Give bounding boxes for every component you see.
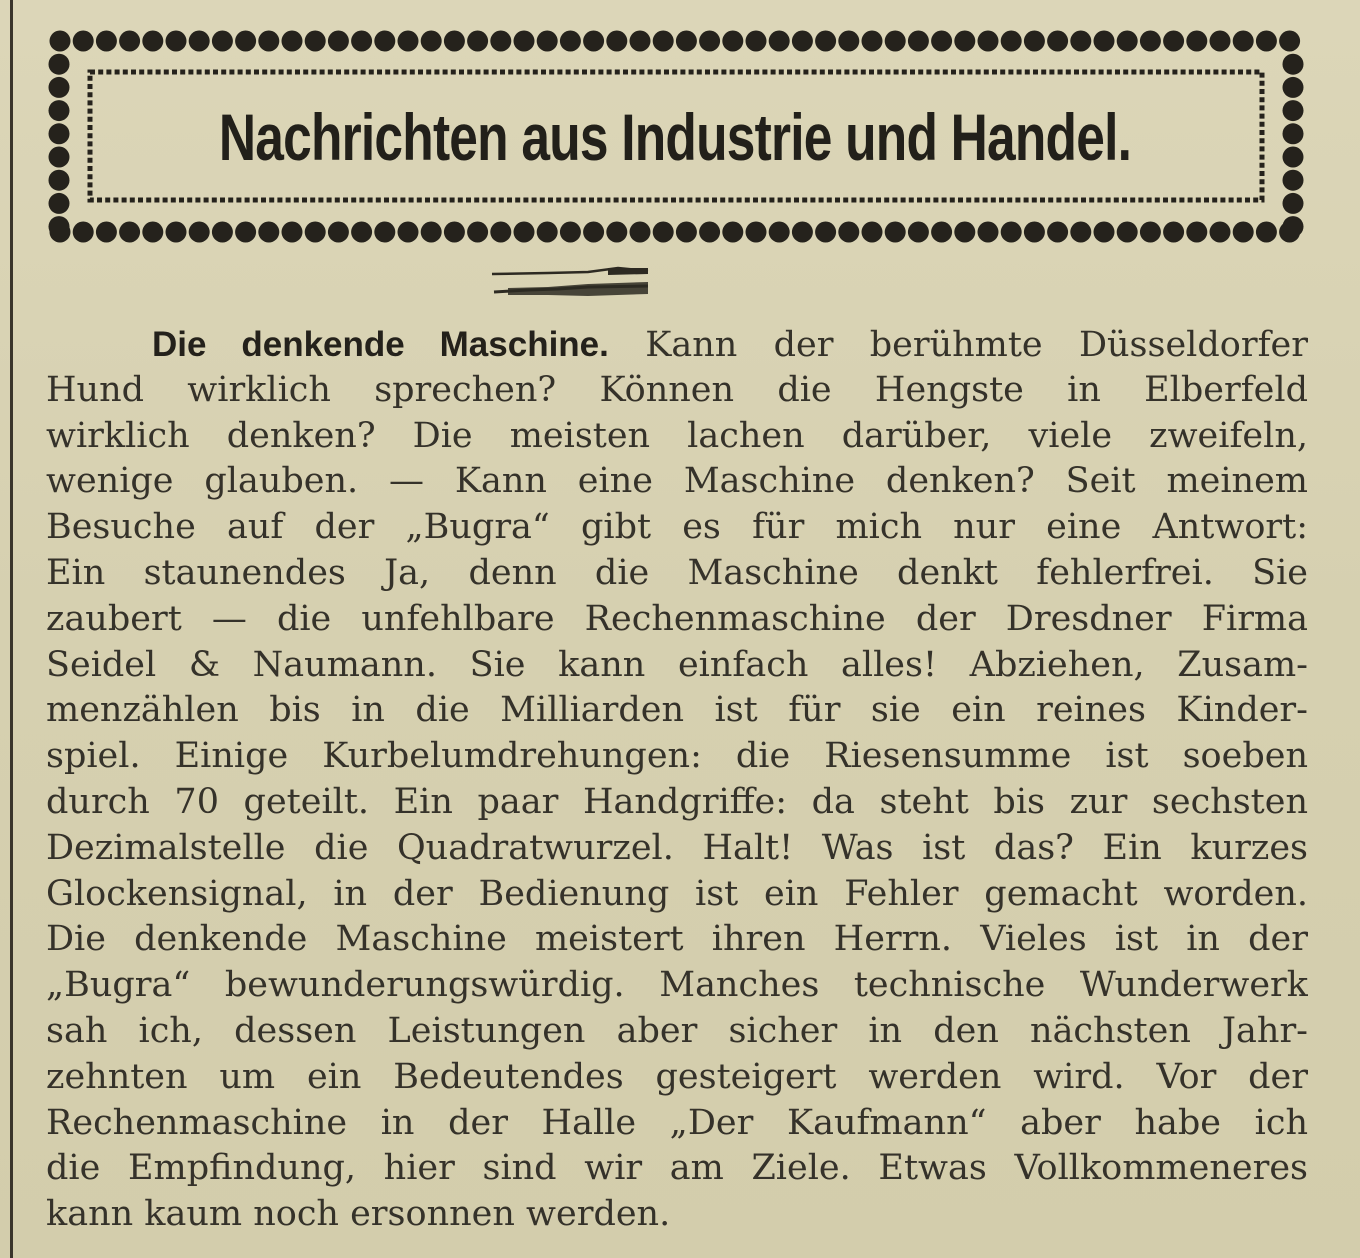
article-line: „Bugra“ bewunderungswürdig. Manches technische Wunderwerk bbox=[46, 965, 1308, 1006]
article-line: Die denkende Maschine meistert ihren Herrn. Vieles ist in der bbox=[46, 919, 1308, 960]
article-line: wirklich denken? Die meisten lachen darüber, viele zweifeln, bbox=[46, 415, 1308, 456]
article-line: wenige glauben. — Kann eine Maschine denken? Seit meinem bbox=[46, 461, 1308, 502]
article-headline: Die denkende Maschine. bbox=[152, 325, 609, 364]
article-line: Hund wirklich sprechen? Können die Hengste in Elberfeld bbox=[46, 369, 1308, 410]
article-line bbox=[46, 322, 1308, 368]
section-title: Nachrichten aus Industrie und Handel. bbox=[218, 100, 1132, 174]
article-line: sah ich, dessen Leistungen aber sicher in den nächsten Jahr- bbox=[46, 1010, 1308, 1051]
article-body bbox=[46, 322, 1308, 1238]
ornament-divider bbox=[488, 262, 652, 302]
article-line: Ein staunendes Ja, denn die Maschine denkt fehlerfrei. Sie bbox=[46, 552, 1308, 593]
article-line: Dezimalstelle die Quadratwurzel. Halt! Was ist das? Ein kurzes bbox=[46, 827, 1308, 868]
article-line: zehnten um ein Bedeutendes gesteigert werden wird. Vor der bbox=[46, 1056, 1308, 1097]
article-line: die Empfindung, hier sind wir am Ziele. Etwas Vollkommeneres bbox=[46, 1148, 1308, 1189]
article-line: durch 70 geteilt. Ein paar Handgriffe: da steht bis zur sechsten bbox=[46, 781, 1308, 822]
column-rule bbox=[10, 0, 13, 1258]
article-line: Rechenmaschine in der Halle „Der Kaufmann“ aber habe ich bbox=[46, 1102, 1308, 1143]
article-line-text: Kann der berühmte Düsseldorfer bbox=[645, 325, 1308, 365]
article-line: Seidel & Naumann. Sie kann einfach alles! Abziehen, Zusam- bbox=[46, 644, 1308, 685]
article-line: Glockensignal, in der Bedienung ist ein Fehler gemacht worden. bbox=[46, 873, 1308, 914]
article-line: kann kaum noch ersonnen werden. bbox=[46, 1194, 671, 1235]
article-line: zaubert — die unfehlbare Rechenmaschine der Dresdner Firma bbox=[46, 598, 1308, 639]
article-line: menzählen bis in die Milliarden ist für sie ein reines Kinder- bbox=[46, 690, 1308, 731]
article-line: spiel. Einige Kurbelumdrehungen: die Riesensumme ist soeben bbox=[46, 736, 1308, 777]
article-line: Besuche auf der „Bugra“ gibt es für mich nur eine Antwort: bbox=[46, 507, 1308, 548]
